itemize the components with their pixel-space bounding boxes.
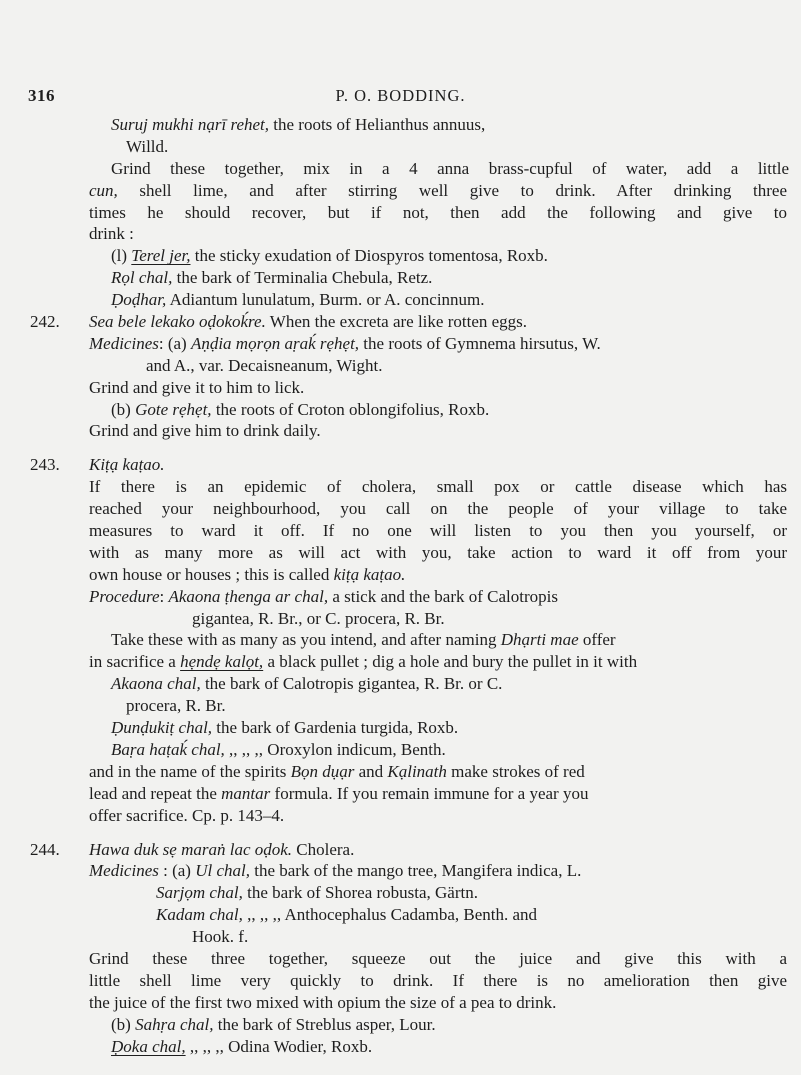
text-line bbox=[30, 158, 790, 180]
santali-term: Sarjọm chal, bbox=[156, 883, 243, 903]
page-header bbox=[0, 86, 801, 110]
text-span: Grind these together, mix in a 4 anna brass-cupful of water, add a little bbox=[111, 158, 789, 178]
text-line bbox=[30, 586, 790, 608]
gloss: ,, ,, ,, Oroxylon indicum, Benth. bbox=[224, 739, 446, 759]
text-span: Take these with as many as you intend, and after naming bbox=[111, 630, 501, 650]
gloss: Cholera. bbox=[292, 839, 355, 859]
gloss: the bark of Streblus asper, Lour. bbox=[213, 1014, 436, 1034]
gloss: the sticky exudation of Diospyros tomentosa, Roxb. bbox=[190, 246, 548, 266]
santali-term: Bọn dụạr bbox=[290, 761, 355, 781]
text-line bbox=[30, 114, 790, 136]
text-line bbox=[30, 1036, 790, 1058]
gloss: the roots of Gymnema hirsutus, W. bbox=[359, 333, 601, 353]
text-span: : bbox=[159, 586, 169, 606]
text-span: in sacrifice a bbox=[89, 652, 181, 672]
text-line bbox=[30, 420, 790, 442]
santali-term: Ḍunḍukiṭ chal, bbox=[111, 718, 213, 738]
santali-term: Kadam chal, bbox=[156, 905, 243, 925]
santali-term: Ḍoka chal, bbox=[111, 1036, 186, 1056]
text-span: If there is an epidemic of cholera, small pox or cattle disease which has bbox=[89, 477, 787, 497]
gloss: the bark of the mango tree, Mangifera indica, L. bbox=[249, 861, 582, 881]
santali-term: kiṭạ kaṭao. bbox=[333, 564, 406, 584]
text-span: offer bbox=[578, 630, 616, 650]
text-line bbox=[30, 629, 790, 651]
text-span: drink : bbox=[89, 224, 134, 244]
gloss: Adiantum lunulatum, Burm. or A. concinnum. bbox=[166, 290, 485, 310]
text-line bbox=[30, 970, 790, 992]
text-line bbox=[30, 289, 790, 311]
text-line bbox=[30, 608, 790, 630]
gloss: a stick and the bark of Calotropis bbox=[328, 586, 558, 606]
gloss: ,, ,, ,, Odina Wodier, Roxb. bbox=[185, 1036, 373, 1056]
entry-heading: Sea bele lekako oḍokoḱre. bbox=[89, 312, 266, 332]
text-line bbox=[30, 245, 790, 267]
text-line bbox=[30, 761, 790, 783]
section-label: Medicines bbox=[89, 861, 159, 881]
text-span: Willd. bbox=[126, 136, 169, 156]
item-marker: (l) bbox=[111, 246, 132, 266]
text-line bbox=[30, 267, 790, 289]
text-line bbox=[30, 651, 790, 673]
santali-term: Aṇḍia mọrọn aṛaḱ rẹhẹt, bbox=[190, 333, 360, 353]
santali-term: Terel jer, bbox=[131, 246, 191, 266]
text-line bbox=[30, 783, 790, 805]
item-marker: : (a) bbox=[158, 861, 196, 881]
text-line bbox=[30, 839, 790, 861]
text-line bbox=[30, 542, 790, 564]
entry-heading: Kiṭạ kaṭao. bbox=[89, 455, 165, 475]
text-span: times he should recover, but if not, then add the following and give to bbox=[89, 202, 787, 222]
text-span: Hook. f. bbox=[192, 927, 249, 947]
text-line bbox=[30, 223, 790, 245]
text-line bbox=[30, 180, 790, 202]
text-span: Grind these three together, squeeze out the juice and give this with a bbox=[89, 948, 787, 968]
text-line bbox=[30, 926, 790, 948]
gloss: the bark of Gardenia turgida, Roxb. bbox=[212, 718, 459, 738]
text-line bbox=[30, 992, 790, 1014]
entry-heading: Hawa duk sẹ maraṅ lac oḍok. bbox=[89, 839, 293, 859]
text-line bbox=[30, 1014, 790, 1036]
text-line bbox=[30, 904, 790, 926]
text-span: Grind and give him to drink daily. bbox=[89, 421, 321, 441]
text-span: measures to ward it off. If no one will listen to you then you yourself, or bbox=[89, 521, 787, 541]
text-span: procera, R. Br. bbox=[126, 696, 226, 716]
santali-term: Akaona chal, bbox=[111, 674, 201, 694]
text-line bbox=[30, 498, 790, 520]
text-line bbox=[30, 717, 790, 739]
text-span: gigantea, R. Br., or C. procera, R. Br. bbox=[192, 608, 445, 628]
entry-number: 244. bbox=[30, 839, 60, 859]
item-marker: (b) bbox=[111, 1014, 136, 1034]
gloss: When the excreta are like rotten eggs. bbox=[265, 312, 528, 332]
section-label: Procedure bbox=[89, 586, 160, 606]
santali-term: Baṛa haṭaḱ chal, bbox=[111, 739, 225, 759]
gloss: the bark of Shorea robusta, Gärtn. bbox=[242, 883, 478, 903]
santali-term: Ul chal, bbox=[195, 861, 250, 881]
text-line bbox=[30, 454, 790, 476]
text-span: a black pullet ; dig a hole and bury the pullet in it with bbox=[263, 652, 638, 672]
text-line bbox=[30, 739, 790, 761]
text-span: and A., var. Decaisneanum, Wight. bbox=[146, 355, 383, 375]
santali-term: Kạlinath bbox=[387, 761, 447, 781]
entry-number: 242. bbox=[30, 312, 60, 332]
text-span: reached your neighbourhood, you call on the people of your village to take bbox=[89, 499, 787, 519]
santali-term: Akaona ṭhenga ar chal, bbox=[168, 586, 329, 606]
text-span: with as many more as will act with you, take action to ward it off from your bbox=[89, 542, 787, 562]
santali-term: Rọl chal, bbox=[111, 268, 173, 288]
text-span: little shell lime very quickly to drink. If there is no amelioration then give bbox=[89, 970, 787, 990]
gloss: the bark of Calotropis gigantea, R. Br. or C. bbox=[200, 674, 503, 694]
text-span: offer sacrifice. Cp. p. 143–4. bbox=[89, 805, 285, 825]
text-line bbox=[30, 805, 790, 827]
text-line bbox=[30, 377, 790, 399]
text-line bbox=[30, 564, 790, 586]
text-span: own house or houses ; this is called bbox=[89, 564, 334, 584]
text-span: and in the name of the spirits bbox=[89, 761, 291, 781]
text-span: formula. If you remain immune for a year you bbox=[270, 783, 589, 803]
gloss: ,, ,, ,, Anthocephalus Cadamba, Benth. and bbox=[242, 905, 538, 925]
page-number: 316 bbox=[28, 86, 55, 105]
santali-term: hẹndẹ kalọt, bbox=[180, 652, 264, 672]
santali-term: Dhạrti mae bbox=[500, 630, 579, 650]
santali-term: mantar bbox=[221, 783, 271, 803]
text-span: shell lime, and after stirring well give to drink. After drinking three bbox=[117, 180, 787, 200]
gloss: the bark of Terminalia Chebula, Retz. bbox=[172, 268, 433, 288]
text-line bbox=[30, 695, 790, 717]
text-line bbox=[30, 333, 790, 355]
text-line bbox=[30, 948, 790, 970]
entry-number: 243. bbox=[30, 455, 60, 475]
text-span: the juice of the first two mixed with opium the size of a pea to drink. bbox=[89, 992, 557, 1012]
text-line bbox=[30, 202, 790, 224]
item-marker: (b) bbox=[111, 399, 136, 419]
text-line bbox=[30, 399, 790, 421]
santali-term: Ḍoḍhar, bbox=[111, 290, 167, 310]
text-line bbox=[30, 311, 790, 333]
running-head: P. O. BODDING. bbox=[335, 86, 466, 105]
santali-term: Gote rẹhẹt, bbox=[135, 399, 212, 419]
gloss: the roots of Croton oblongifolius, Roxb. bbox=[211, 399, 490, 419]
text-span: lead and repeat the bbox=[89, 783, 222, 803]
text-line bbox=[30, 136, 790, 158]
page-body bbox=[30, 114, 790, 1057]
text-line bbox=[30, 882, 790, 904]
text-line bbox=[30, 673, 790, 695]
text-line bbox=[30, 476, 790, 498]
text-line bbox=[30, 860, 790, 882]
text-span: and bbox=[354, 761, 388, 781]
santali-term: cun, bbox=[89, 180, 118, 200]
gloss: the roots of Helianthus annuus, bbox=[269, 115, 486, 134]
text-line bbox=[30, 520, 790, 542]
santali-term: Sahṛa chal, bbox=[135, 1014, 214, 1034]
section-label: Medicines bbox=[89, 333, 159, 353]
text-line bbox=[30, 355, 790, 377]
text-span: Grind and give it to him to lick. bbox=[89, 377, 305, 397]
item-marker: : (a) bbox=[158, 333, 191, 353]
text-span: make strokes of red bbox=[446, 761, 585, 781]
santali-term: Suruj mukhi nạrī rehet, bbox=[111, 115, 270, 134]
